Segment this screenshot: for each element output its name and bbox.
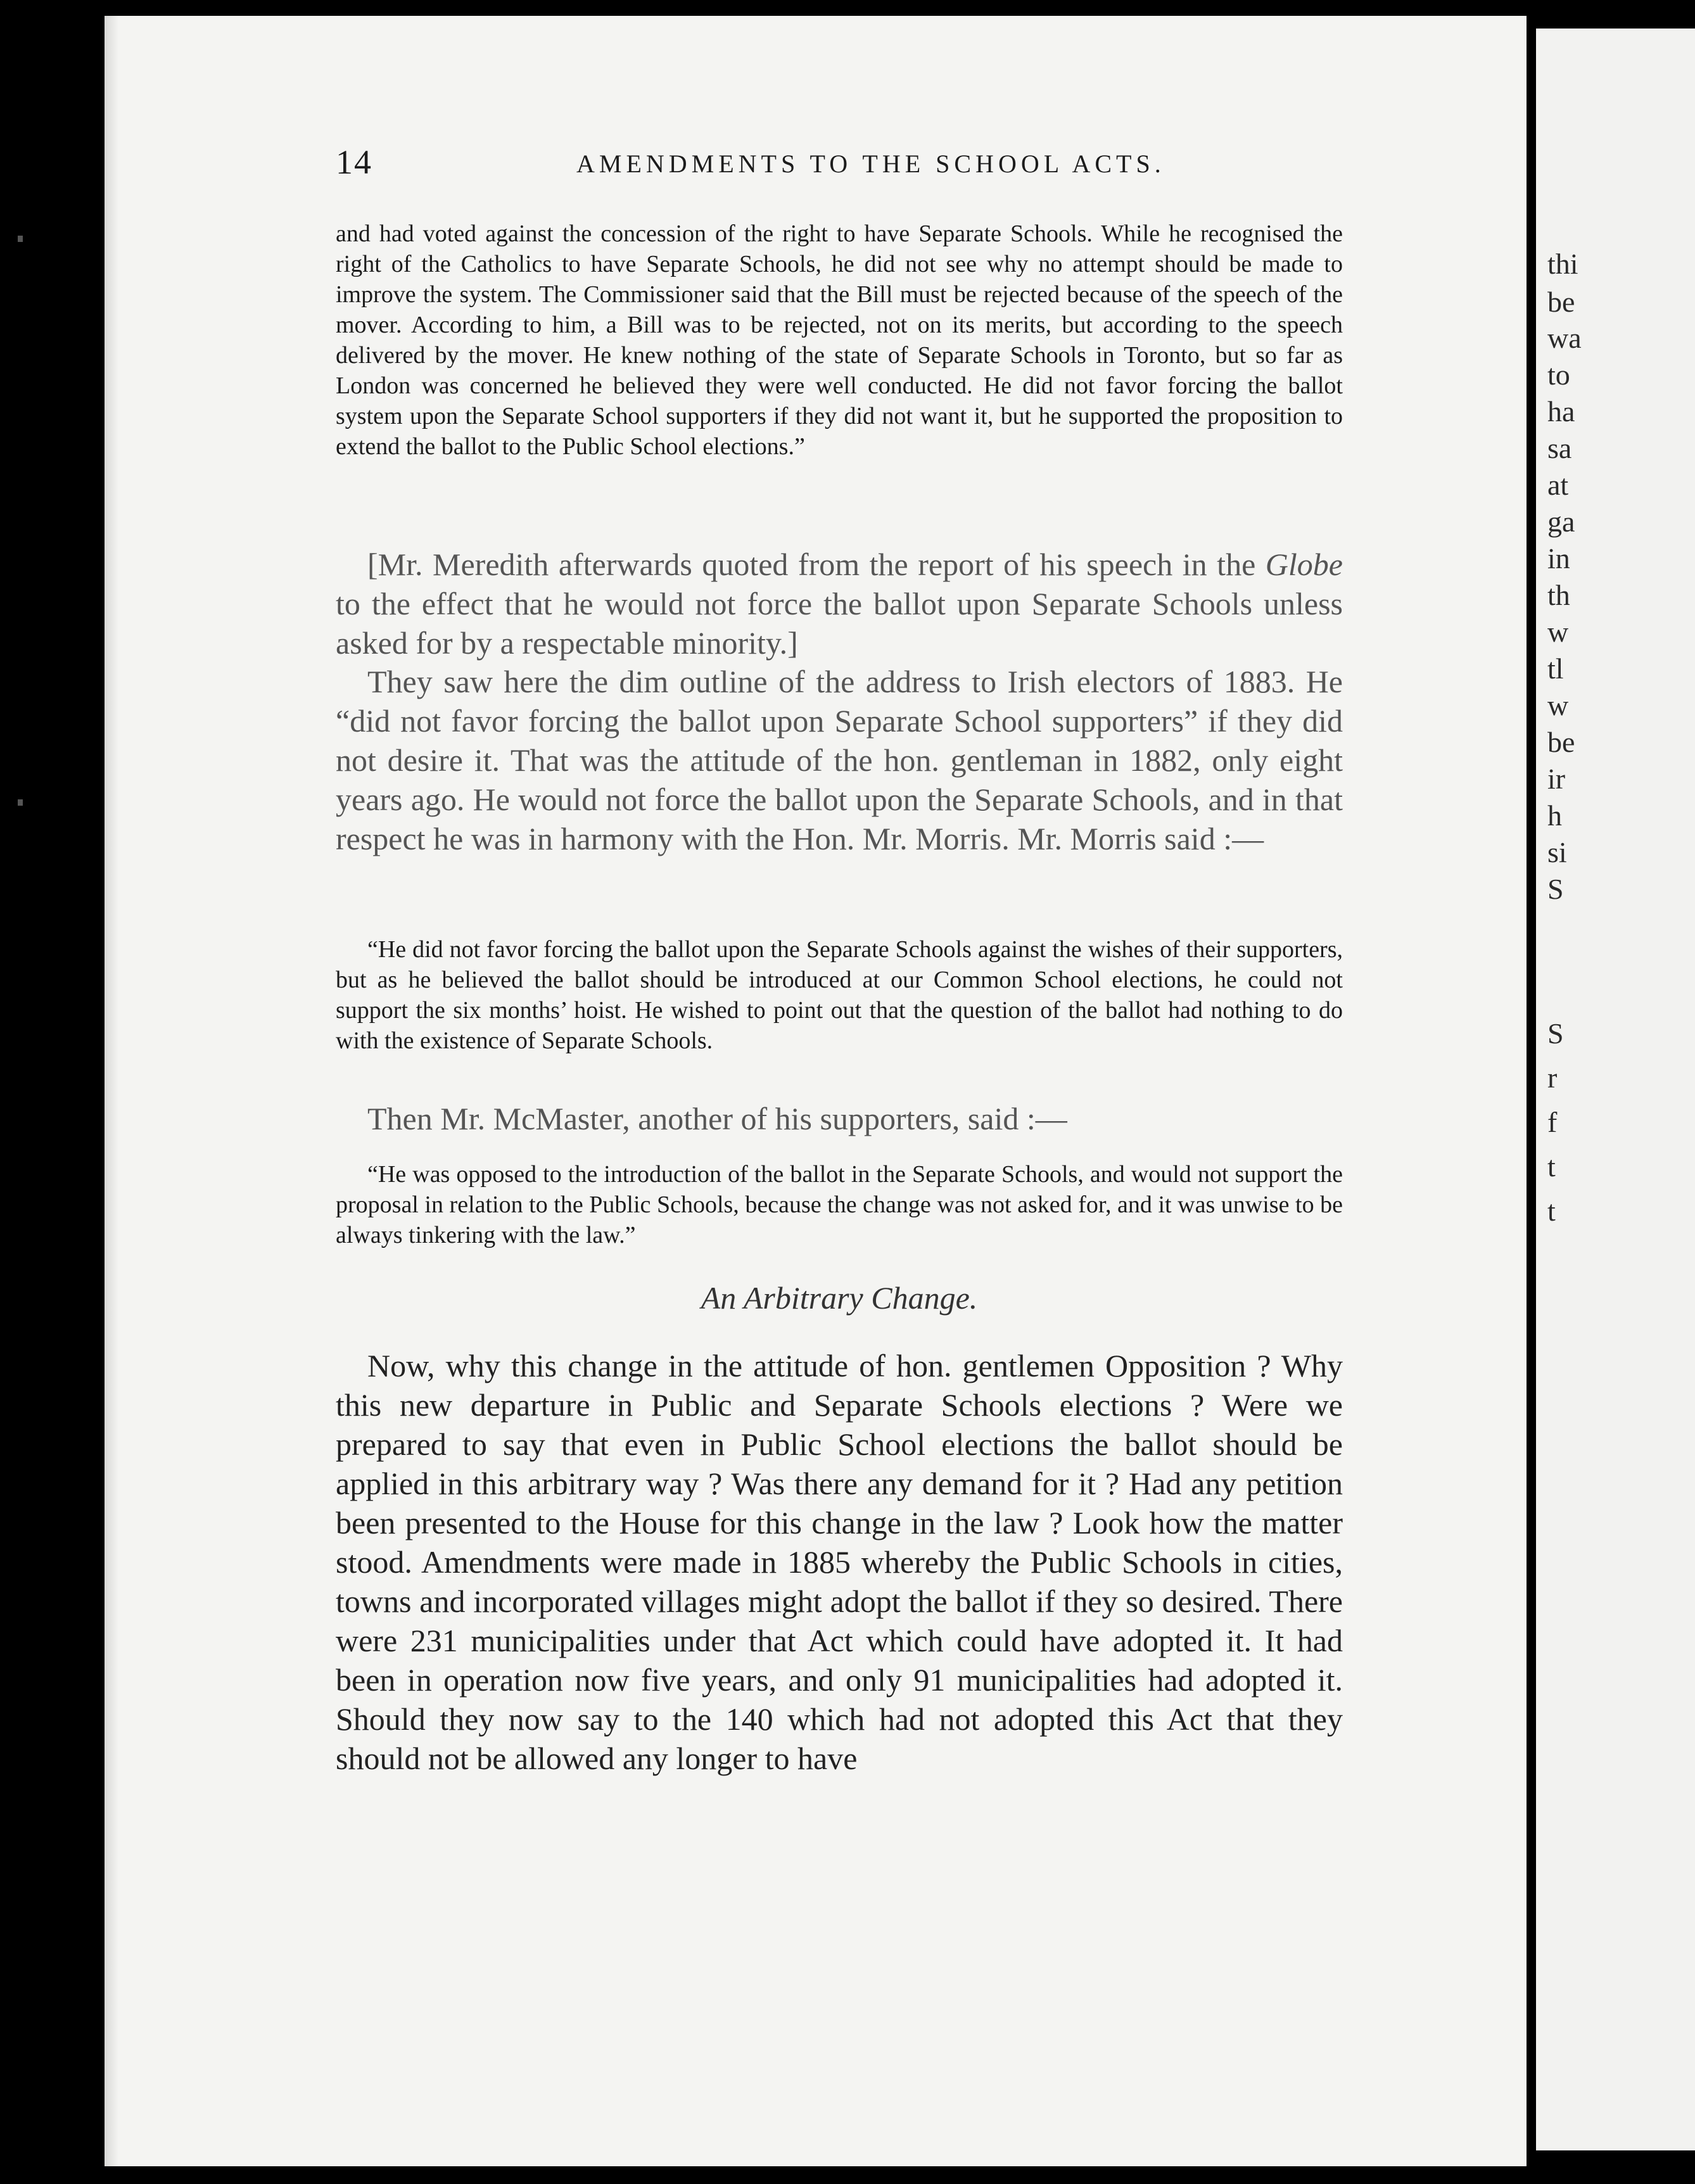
facing-page-fragment: r bbox=[1547, 1062, 1558, 1094]
margin-mark bbox=[18, 799, 23, 806]
facing-page-fragment: t bbox=[1547, 1195, 1556, 1227]
body-paragraph bbox=[336, 662, 1343, 858]
facing-page-edge bbox=[1536, 29, 1695, 2150]
facing-page-fragment: be bbox=[1547, 726, 1575, 758]
facing-page-fragment: w bbox=[1547, 689, 1569, 721]
body-paragraph bbox=[336, 1346, 1343, 1778]
running-title: AMENDMENTS TO THE SCHOOL ACTS. bbox=[576, 149, 1165, 178]
quoted-paragraph bbox=[336, 219, 1343, 462]
section-heading: An Arbitrary Change. bbox=[701, 1280, 978, 1316]
quoted-paragraph bbox=[336, 934, 1343, 1056]
facing-page-fragment: in bbox=[1547, 542, 1570, 575]
quoted-paragraph bbox=[336, 1159, 1343, 1250]
facing-page-fragment: to bbox=[1547, 359, 1570, 391]
facing-page-fragment: ga bbox=[1547, 505, 1575, 538]
page-gutter-shadow bbox=[105, 16, 118, 2166]
page-number: 14 bbox=[336, 143, 372, 181]
mcmaster-quote: “He was opposed to the introduction of the ballot in the Separate Schools, and would not support the proposal in relation to the Public Schools, because the change was not asked for, and it was unwise to be always tinkering with the law.” bbox=[336, 1161, 1343, 1248]
facing-page-fragment: f bbox=[1547, 1106, 1558, 1138]
attitude-paragraph: They saw here the dim outline of the address to Irish electors of 1883. He “did not favor forcing the ballot upon Separate School supporters” if they did not desire it. That was the attitude of the hon. gentleman in 1882, only eight years ago. He would not force the ballot upon the Separate Schools, and in that respect he was in harmony with the Hon. Mr. Morris. Mr. Morris said :— bbox=[336, 664, 1343, 856]
mcmaster-intro: Then Mr. McMaster, another of his supporters, said :— bbox=[367, 1101, 1067, 1136]
margin-mark bbox=[18, 236, 23, 242]
facing-page-fragment: ir bbox=[1547, 763, 1566, 795]
facing-page-fragment: sa bbox=[1547, 432, 1572, 464]
facing-page-fragment: thi bbox=[1547, 248, 1578, 280]
morris-quote: “He did not favor forcing the ballot upon the Separate Schools against the wishes of their supporters, but as he believed the ballot should be introduced at our Common School elections, he could not support the six months’ hoist. He wished to point out that the question of the ballot had nothing to do with the existence of Separate Schools. bbox=[336, 936, 1343, 1054]
facing-page-fragment: wa bbox=[1547, 322, 1582, 354]
facing-page-fragment: th bbox=[1547, 579, 1570, 611]
facing-page-fragment: w bbox=[1547, 616, 1569, 648]
arbitrary-change-paragraph: Now, why this change in the attitude of hon. gentlemen Opposition ? Why this new departure in Public and Separate Schools elections ? Were we prepared to say that even in Public School elections the ballot should be applied in this arbitrary way ? Was there any demand for it ? Had any petition been presented to the House for this change in the law ? Look how the matter stood. Amendments were made in 1885 whereby the Public Schools in cities, towns and incorporated villages might adopt the ballot if they so desired. There were 231 municipalities under that Act which could have adopted it. It had been in operation now five years, and only 91 municipalities had adopted it. Should they now say to the 140 which had not adopted this Act that they should not be allowed any longer to have bbox=[336, 1348, 1343, 1776]
editorial-note bbox=[336, 545, 1343, 663]
facing-page-fragment: be bbox=[1547, 286, 1575, 318]
facing-page-fragment: h bbox=[1547, 799, 1562, 832]
facing-page-fragment: S bbox=[1547, 1017, 1564, 1050]
quote-continuation: and had voted against the concession of the right to have Separate Schools. While he recognised the right of the Catholics to have Separate Schools, he did not see why no attempt should be made to improve the system. The Commissioner said that the Bill must be rejected because of the speech of the mover. According to him, a Bill was to be rejected, not on its merits, but according to the speech delivered by the mover. He knew nothing of the state of Separate Schools in Toronto, but so far as London was concerned he believed they were well conducted. He did not favor forcing the ballot system upon the Separate School supporters if they did not want it, but he supported the proposition to extend the ballot to the Public School elections.” bbox=[336, 220, 1343, 460]
meredith-note: [Mr. Meredith afterwards quoted from the report of his speech in the Globe to the effect that he would not force the ballot upon Separate Schools unless asked for by a respectable minority.] bbox=[336, 547, 1343, 661]
facing-page-fragment: si bbox=[1547, 836, 1567, 868]
page-header bbox=[336, 143, 1387, 187]
body-paragraph bbox=[336, 1099, 1343, 1138]
facing-page-fragment: ha bbox=[1547, 395, 1575, 428]
newspaper-title: Globe bbox=[1265, 547, 1343, 582]
facing-page-fragment: t bbox=[1547, 1150, 1556, 1183]
facing-page-fragment: at bbox=[1547, 469, 1569, 501]
facing-page-fragment: S bbox=[1547, 873, 1564, 905]
scan-border bbox=[0, 2166, 1695, 2184]
facing-page-fragment: tl bbox=[1547, 652, 1564, 685]
